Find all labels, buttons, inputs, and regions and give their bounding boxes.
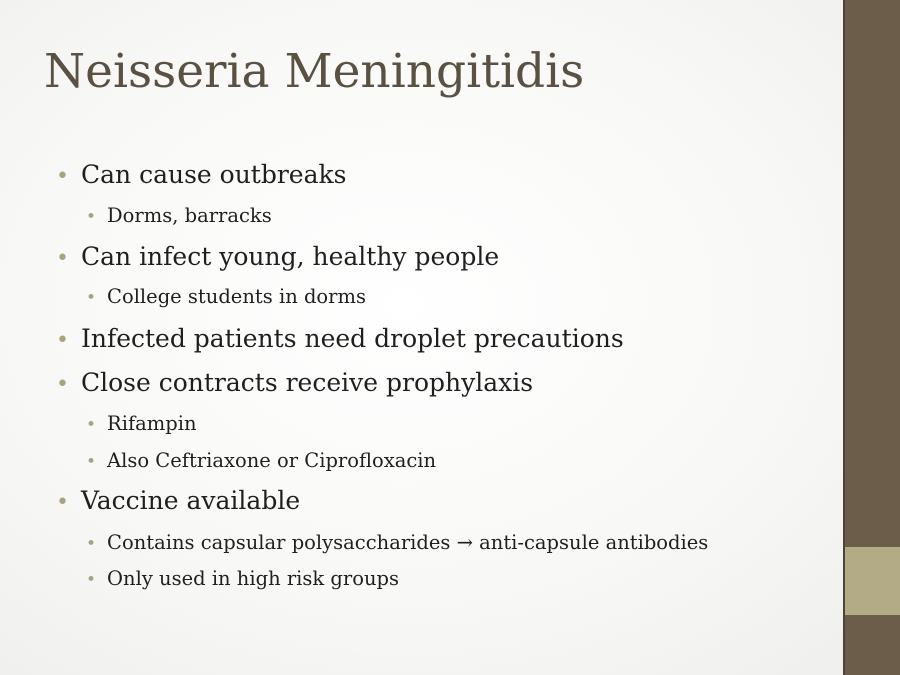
bullet-text: Infected patients need droplet precautions xyxy=(80,324,624,353)
bullet-dot-icon: • xyxy=(86,452,97,472)
bullet-dot-icon: • xyxy=(56,490,69,515)
bullet-text: Can cause outbreaks xyxy=(80,160,347,189)
bullet-text: Contains capsular polysaccharides → anti-capsule antibodies xyxy=(107,531,709,554)
bullet-item xyxy=(56,160,346,189)
bullet-dot-icon: • xyxy=(56,328,69,353)
bullet-text: College students in dorms xyxy=(107,285,366,308)
bullet-dot-icon: • xyxy=(56,246,69,271)
bullet-item xyxy=(56,486,300,515)
bullet-text: Only used in high risk groups xyxy=(107,567,400,590)
bullet-dot-icon: • xyxy=(86,570,97,590)
bullet-text: Dorms, barracks xyxy=(107,204,272,227)
bullet-text: Rifampin xyxy=(107,412,197,435)
sub-bullet-item xyxy=(86,412,197,435)
bullet-item xyxy=(56,324,624,353)
slide-side-accent xyxy=(845,547,900,615)
sub-bullet-item xyxy=(86,285,366,308)
bullet-dot-icon: • xyxy=(86,415,97,435)
bullet-text: Also Ceftriaxone or Ciprofloxacin xyxy=(107,449,437,472)
bullet-dot-icon: • xyxy=(56,164,69,189)
slide-title: Neisseria Meningitidis xyxy=(44,44,585,99)
sub-bullet-item xyxy=(86,531,708,554)
bullet-dot-icon: • xyxy=(86,288,97,308)
sub-bullet-item xyxy=(86,204,272,227)
bullet-item xyxy=(56,242,499,271)
sub-bullet-item xyxy=(86,449,436,472)
bullet-text: Vaccine available xyxy=(80,486,301,515)
bullet-dot-icon: • xyxy=(56,372,69,397)
bullet-dot-icon: • xyxy=(86,534,97,554)
sub-bullet-item xyxy=(86,567,399,590)
bullet-text: Can infect young, healthy people xyxy=(80,242,500,271)
bullet-text: Close contracts receive prophylaxis xyxy=(80,368,534,397)
bullet-item xyxy=(56,368,533,397)
bullet-dot-icon: • xyxy=(86,207,97,227)
